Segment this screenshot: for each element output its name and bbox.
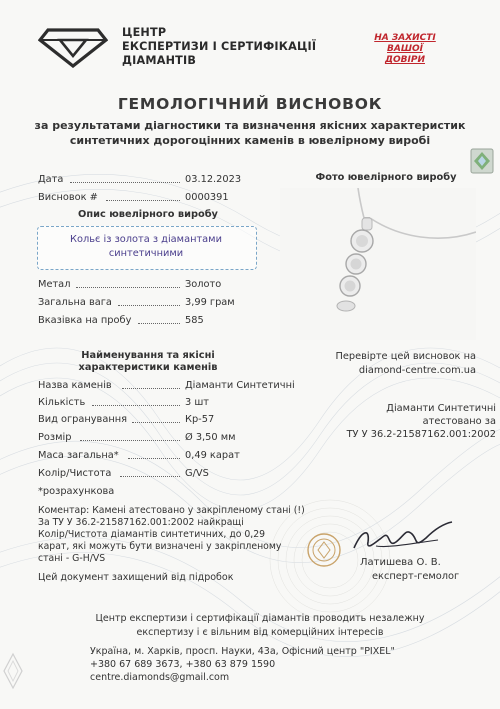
stone-size-value: Ø 3,50 мм xyxy=(185,432,236,443)
jewelry-photo xyxy=(280,188,476,340)
dotted-leader xyxy=(138,323,180,324)
comment-line-2: За ТУ У 36.2-21587162.001:2002 найкращі xyxy=(38,517,244,528)
org-line-2: ЕКСПЕРТИЗИ І СЕРТИФІКАЦІЇ xyxy=(122,40,317,53)
dotted-leader xyxy=(118,305,180,306)
address: Україна, м. Харків, просп. Науки, 43а, Офісний центр "PIXEL" xyxy=(90,646,395,657)
verify-caption xyxy=(296,350,476,378)
cert-line-1: Діаманти Синтетичні xyxy=(386,403,496,414)
contact-block xyxy=(90,645,395,684)
dotted-leader xyxy=(76,287,180,288)
org-line-1: ЦЕНТР xyxy=(122,26,167,39)
stone-mass-value: 0,49 карат xyxy=(185,450,240,461)
stone-mass-label: Маса загальна* xyxy=(38,450,119,461)
slogan-stamp xyxy=(364,33,446,66)
photo-title: Фото ювелірного виробу xyxy=(315,172,457,183)
seal-icon xyxy=(306,532,342,568)
phones[interactable]: +380 67 689 3673, +380 63 879 1590 xyxy=(90,659,276,670)
subtitle-line-1: за результатами діагностики та визначення якісних характеристик xyxy=(34,119,466,132)
comment-line-4: карат, які можуть бути визначені у закріпленому xyxy=(38,541,282,552)
metal-label: Метал xyxy=(38,279,71,290)
date-label: Дата xyxy=(38,174,64,185)
cert-line-2: атестовано за xyxy=(422,416,496,427)
dotted-leader xyxy=(132,422,180,423)
dotted-leader xyxy=(128,458,180,459)
expert-title: експерт-гемолог xyxy=(372,571,460,582)
probe-value: 585 xyxy=(185,315,204,326)
weight-value: 3,99 грам xyxy=(185,297,235,308)
stone-name-label: Назва каменів xyxy=(38,380,112,391)
stone-size-label: Розмір xyxy=(38,432,72,443)
weight-label: Загальна вага xyxy=(38,297,112,308)
probe-label: Вказівка на пробу xyxy=(38,315,132,326)
comment-line-3: Колір/Чистота діамантів синтетичних, до 0,29 xyxy=(38,529,266,540)
verify-text: Перевірте цей висновок на xyxy=(335,351,476,362)
stones-title-line-1: Найменування та якісні xyxy=(81,350,215,361)
stamp-line-3: ДОВІРИ xyxy=(384,55,425,65)
stone-cut-label: Вид огранування xyxy=(38,414,128,425)
dotted-leader xyxy=(122,388,180,389)
email[interactable]: centre.diamonds@gmail.com xyxy=(90,672,230,683)
expert-signature xyxy=(348,518,458,558)
cert-line-3: ТУ У 36.2-21587162.001:2002 xyxy=(346,429,496,440)
comment-block xyxy=(38,505,310,565)
subtitle-line-2: синтетичних дорогоцінних каменів в ювелірному виробі xyxy=(69,134,431,147)
stone-count-value: 3 шт xyxy=(185,397,210,408)
stones-section-title xyxy=(38,350,258,374)
stamp-line-2: ВАШОЇ xyxy=(387,44,423,54)
stamp-line-1: НА ЗАХИСТІ xyxy=(374,33,436,43)
item-desc-line-2: синтетичними xyxy=(108,248,184,259)
document-title: ГЕМОЛОГІЧНИЙ ВИСНОВОК xyxy=(117,95,383,113)
metal-value: Золото xyxy=(185,279,222,290)
item-description xyxy=(37,233,255,261)
dotted-leader xyxy=(92,405,180,406)
footer-line-1: Центр експертизи і сертифікації діамантів проводить незалежну xyxy=(95,613,425,624)
stone-color-label: Колір/Чистота xyxy=(38,468,112,479)
hologram-icon xyxy=(470,148,494,174)
organization-name xyxy=(122,26,316,68)
centre-logo-icon xyxy=(38,26,108,68)
dotted-leader xyxy=(80,440,180,441)
stone-name-value: Діаманти Синтетичні xyxy=(185,380,295,391)
dotted-leader xyxy=(70,182,180,183)
stone-count-label: Кількість xyxy=(38,397,86,408)
footer-statement xyxy=(90,612,430,640)
document-subtitle xyxy=(30,118,470,148)
footer-line-2: експертизу і є вільним від комерційних інтересів xyxy=(136,627,384,638)
expert-name: Латишева О. В. xyxy=(360,557,441,568)
stone-cut-value: Кр-57 xyxy=(185,414,215,425)
dotted-leader xyxy=(120,476,180,477)
diamond-watermark-icon xyxy=(2,652,24,690)
number-value: 0000391 xyxy=(185,192,229,203)
org-line-3: ДІАМАНТІВ xyxy=(122,54,197,67)
stone-color-value: G/VS xyxy=(185,468,209,479)
certification-info xyxy=(296,402,496,441)
stones-title-line-2: характеристики каменів xyxy=(78,362,218,373)
mass-footnote: *розрахункова xyxy=(38,486,115,497)
comment-line-5: стані - G-H/VS xyxy=(38,553,106,564)
dotted-leader xyxy=(106,200,180,201)
comment-line-1: Коментар: Камені атестовано у закріпленому стані (!) xyxy=(38,505,305,516)
date-value: 03.12.2023 xyxy=(185,174,242,185)
number-label: Висновок # xyxy=(38,192,98,203)
item-section-title: Опис ювелірного виробу xyxy=(78,209,218,220)
item-desc-line-1: Кольє із золота з діамантами xyxy=(70,234,222,245)
protection-note: Цей документ захищений від підробок xyxy=(38,572,234,583)
verify-link[interactable]: diamond-centre.com.ua xyxy=(358,365,476,376)
